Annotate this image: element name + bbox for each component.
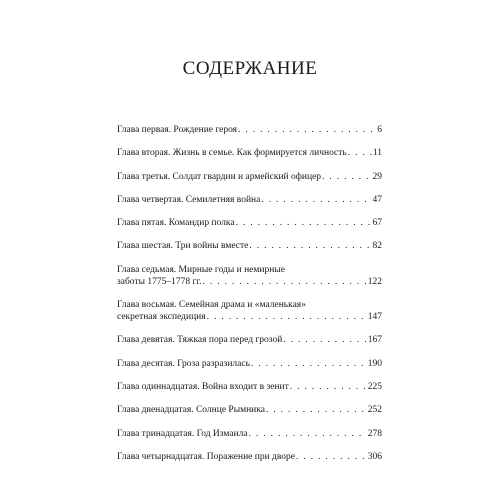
chapter-title-continued: заботы 1775–1778 гг. — [117, 276, 202, 287]
toc-entry — [117, 124, 382, 136]
toc-entry — [117, 299, 382, 323]
toc-entry — [117, 171, 382, 183]
page-number: 278 — [367, 428, 382, 439]
dot-leader — [251, 358, 367, 370]
chapter-title: Глава первая. Рождение героя — [117, 125, 238, 135]
toc-entry — [117, 217, 382, 229]
chapter-title-continued: секретная экспедиция — [117, 312, 206, 323]
page-number: 29 — [372, 171, 382, 182]
chapter-title: Глава восьмая. Семейная драма и «маленькая» — [117, 300, 306, 311]
chapter-title: Глава тринадцатая. Год Измаила — [117, 428, 248, 439]
page-title: СОДЕРЖАНИЕ — [182, 58, 318, 79]
page-number: 225 — [367, 381, 382, 392]
dot-leader — [261, 194, 371, 206]
chapter-title: Глава одиннадцатая. Война входит в зенит — [117, 381, 289, 392]
toc-entry — [117, 358, 382, 370]
toc-entry — [117, 381, 382, 393]
toc-entry — [117, 240, 382, 252]
dot-leader — [283, 334, 366, 346]
chapter-title: Глава седьмая. Мирные годы и немирные — [117, 264, 285, 275]
page-number: 11 — [372, 148, 382, 159]
chapter-title: Глава четырнадцатая. Поражение при дворе — [117, 451, 296, 462]
toc-entry — [117, 451, 382, 463]
toc-entry — [117, 194, 382, 206]
dot-leader — [290, 381, 367, 393]
chapter-title: Глава четвертая. Семилетняя война — [117, 194, 261, 205]
dot-leader — [249, 240, 371, 252]
dot-leader — [236, 217, 372, 229]
page-number: 306 — [367, 451, 382, 462]
chapter-title: Глава девятая. Тяжкая пора перед грозой — [117, 335, 283, 346]
chapter-title: Глава пятая. Командир полка — [117, 218, 235, 229]
toc-entry — [117, 147, 382, 159]
page-number: 82 — [372, 241, 382, 252]
toc-entry — [117, 264, 382, 288]
page-number: 147 — [367, 312, 382, 323]
chapter-title: Глава третья. Солдат гвардии и армейский офицер — [117, 171, 322, 182]
dot-leader — [238, 124, 376, 136]
page-number: 6 — [377, 125, 382, 135]
dot-leader — [266, 404, 367, 416]
page-number: 167 — [367, 335, 382, 346]
dot-leader — [207, 311, 367, 323]
table-of-contents — [117, 124, 382, 474]
page-number: 190 — [367, 358, 382, 369]
dot-leader — [296, 451, 367, 463]
dot-leader — [322, 171, 371, 183]
toc-entry — [117, 428, 382, 440]
dot-leader — [348, 147, 372, 159]
chapter-title: Глава шестая. Три войны вместе — [117, 241, 249, 252]
dot-leader — [203, 276, 367, 288]
chapter-title: Глава вторая. Жизнь в семье. Как формируется личность — [117, 148, 347, 159]
toc-entry — [117, 404, 382, 416]
chapter-title: Глава двенадцатая. Солнце Рымника — [117, 405, 265, 416]
chapter-title: Глава десятая. Гроза разразилась — [117, 358, 250, 369]
toc-entry — [117, 334, 382, 346]
page-number: 67 — [372, 218, 382, 229]
page-number: 122 — [367, 276, 382, 287]
page-number: 252 — [367, 405, 382, 416]
page-number: 47 — [372, 194, 382, 205]
dot-leader — [249, 428, 367, 440]
